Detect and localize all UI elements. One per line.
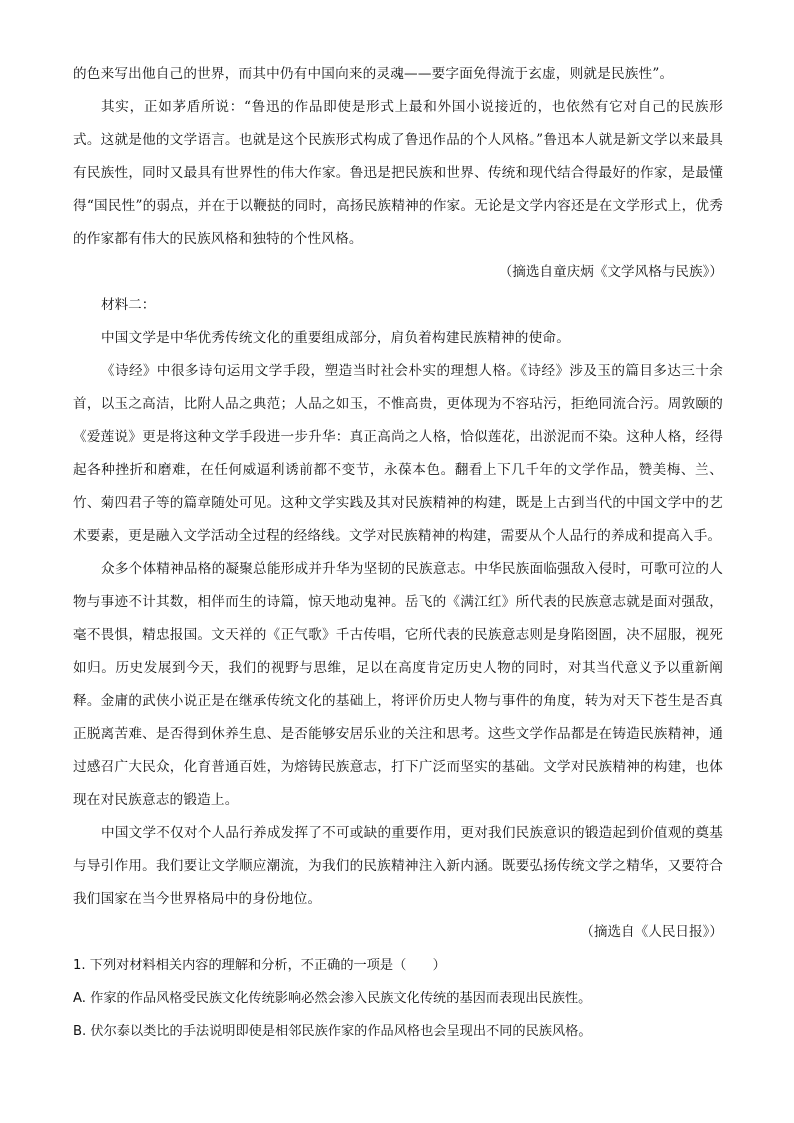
passage-paragraph-4: 《诗经》中很多诗句运用文学手段，塑造当时社会朴实的理想人格。《诗经》涉及玉的篇目多达三十余首，以玉之高洁，比附人品之典范；人品之如玉，不惟高贵，更体现为不容玷污，拒绝同流合污。周敦颐的《爱莲说》更是将这种文学手段进一步升华：真正高尚之人格，恰似莲花，出淤泥而不染。这种人格，经得起各种挫折和磨难，在任何威逼利诱前都不变节，永葆本色。翻看上下几千年的文学作品，赞美梅、兰、竹、菊四君子等的篇章随处可见。这种文学实践及其对民族精神的构建，既是上古到当代的中国文学中的艺术要素，更是融入文学活动全过程的经络线。文学对民族精神的构建，需要从个人品行的养成和提高入手。 [73, 363, 723, 544]
document-content [73, 58, 723, 1048]
question-option-a: A. 作家的作品风格受民族文化传统影响必然会渗入民族文化传统的基因而表现出民族性。 [73, 991, 592, 1006]
passage-paragraph-2: 其实，正如茅盾所说：“鲁迅的作品即使是形式上最和外国小说接近的，也依然有它对自己的民族形式。这就是他的文学语言。也就是这个民族形式构成了鲁迅作品的个人风格。”鲁迅本人就是新文学以来最具有民族性，同时又最具有世界性的伟大作家。鲁迅是把民族和世界、传统和现代结合得最好的作家，是最懂得“国民性”的弱点，并在于以鞭挞的同时，高扬民族精神的作家。无论是文学内容还是在文学形式上，优秀的作家都有伟大的民族风格和独特的个性风格。 [73, 99, 723, 247]
passage-paragraph-6: 中国文学不仅对个人品行养成发挥了不可或缺的重要作用，更对我们民族意识的锻造起到价值观的奠基与导引作用。我们要让文学顺应潮流，为我们的民族精神注入新内涵。既要弘扬传统文学之精华，又要符合我们国家在当今世界格局中的身份地位。 [73, 825, 723, 907]
passage-paragraph-3: 中国文学是中华优秀传统文化的重要组成部分，肩负着构建民族精神的使命。 [101, 330, 570, 346]
source-citation-2: （摘选自《人民日报》） [580, 924, 723, 940]
source-citation-1: （摘选自童庆炳《文学风格与民族》） [498, 264, 723, 280]
passage-paragraph-1: 的色来写出他自己的世界，而其中仍有中国向来的灵魂——要字面免得流于玄虚，则就是民族性”。 [73, 66, 674, 82]
question-stem: 1. 下列对材料相关内容的理解和分析，不正确的一项是（ ） [73, 958, 446, 973]
question-option-b: B. 伏尔泰以类比的手法说明即使是相邻民族作家的作品风格也会呈现出不同的民族风格。 [73, 1024, 592, 1039]
material-two-label: 材料二： [101, 297, 156, 313]
passage-paragraph-5: 众多个体精神品格的凝聚总能形成并升华为坚韧的民族意志。中华民族面临强敌入侵时，可歌可泣的人物与事迹不计其数，相伴而生的诗篇，惊天地动鬼神。岳飞的《满江红》所代表的民族意志就是面对强敌，毫不畏惧，精忠报国。文天祥的《正气歌》千古传唱，它所代表的民族意志则是身陷囹圄，决不屈服，视死如归。历史发展到今天，我们的视野与思维，足以在高度肯定历史人物的同时，对其当代意义予以重新阐释。金庸的武侠小说正是在继承传统文化的基础上，将评价历史人物与事件的角度，转为对天下苍生是否真正脱离苦难、是否得到休养生息、是否能够安居乐业的关注和思考。这些文学作品都是在铸造民族精神，通过感召广大民众，化育普通百姓，为熔铸民族意志，打下广泛而坚实的基础。文学对民族精神的构建，也体现在对民族意志的锻造上。 [73, 561, 723, 808]
